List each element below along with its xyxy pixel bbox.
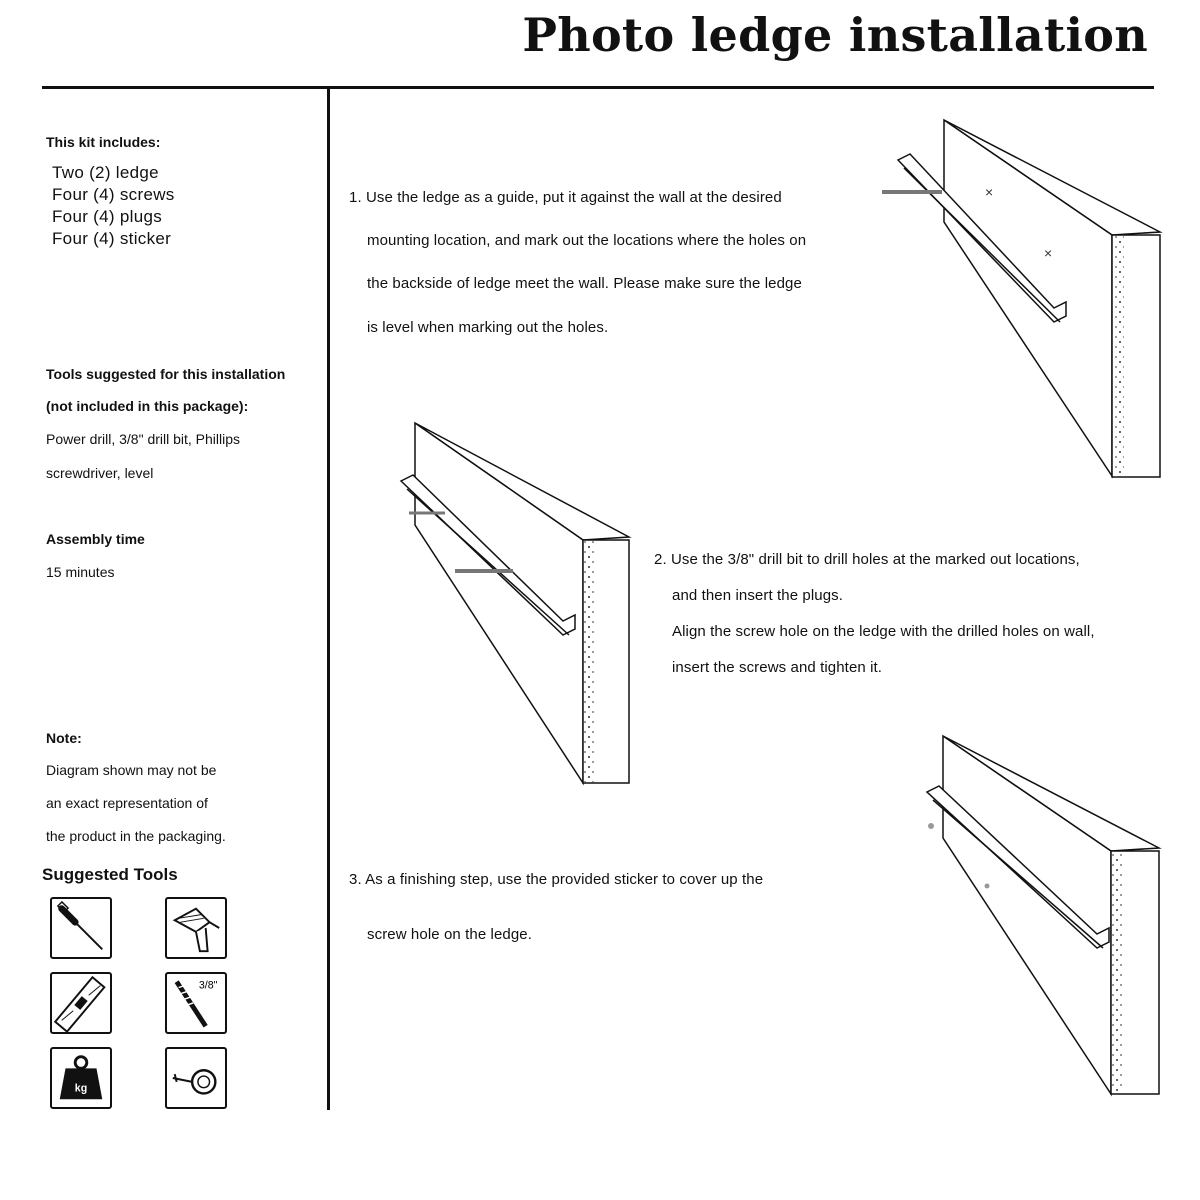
step-3-line: screw hole on the ledge. xyxy=(367,926,533,943)
hole-mark-icon: × xyxy=(985,184,994,200)
step-1-line: the backside of ledge meet the wall. Please make sure the ledge xyxy=(367,275,802,292)
kit-item: Four (4) sticker xyxy=(52,229,172,248)
kit-item: Four (4) plugs xyxy=(52,207,163,226)
step-1-line: 1. Use the ledge as a guide, put it against the wall at the desired xyxy=(349,189,782,206)
page-title: Photo ledge installation xyxy=(522,8,1148,62)
hole-mark-icon: × xyxy=(1044,245,1053,261)
step-3-diagram xyxy=(915,728,1170,1108)
tools-list-line: Power drill, 3/8" drill bit, Phillips xyxy=(46,431,241,447)
screwdriver-icon xyxy=(50,897,112,959)
suggested-tools-heading: Suggested Tools xyxy=(42,865,178,884)
kit-list xyxy=(52,162,175,250)
note-heading: Note: xyxy=(46,730,82,746)
note-line: the product in the packaging. xyxy=(46,828,226,844)
step-2-line: and then insert the plugs. xyxy=(672,587,844,604)
step-1-line: is level when marking out the holes. xyxy=(367,319,609,336)
drill-bit-size-label: 3/8" xyxy=(198,979,218,992)
step-2-line: insert the screws and tighten it. xyxy=(672,659,883,676)
assembly-time: 15 minutes xyxy=(46,564,115,580)
power-drill-icon xyxy=(165,897,227,959)
note-line: Diagram shown may not be xyxy=(46,762,217,778)
step-2-diagram xyxy=(395,415,640,795)
tools-subheading: (not included in this package): xyxy=(46,398,249,414)
step-1-diagram xyxy=(870,110,1170,490)
sidebar-divider xyxy=(327,88,330,1110)
drill-bit-icon xyxy=(165,972,227,1034)
tape-measure-icon xyxy=(165,1047,227,1109)
weight-label: kg xyxy=(74,1082,88,1095)
tools-heading: Tools suggested for this installation xyxy=(46,366,286,382)
kit-item: Four (4) screws xyxy=(52,185,175,204)
kit-heading: This kit includes: xyxy=(46,134,161,150)
step-3-line: 3. As a finishing step, use the provided sticker to cover up the xyxy=(349,871,764,888)
weight-icon xyxy=(50,1047,112,1109)
level-icon xyxy=(50,972,112,1034)
note-line: an exact representation of xyxy=(46,795,208,811)
step-2-line: Align the screw hole on the ledge with the drilled holes on wall, xyxy=(672,623,1095,640)
header-divider xyxy=(42,86,1154,89)
kit-item: Two (2) ledge xyxy=(52,163,159,182)
tools-list-line: screwdriver, level xyxy=(46,465,154,481)
step-1-line: mounting location, and mark out the locations where the holes on xyxy=(367,232,807,249)
assembly-heading: Assembly time xyxy=(46,531,145,547)
step-2-line: 2. Use the 3/8" drill bit to drill holes at the marked out locations, xyxy=(654,551,1080,568)
